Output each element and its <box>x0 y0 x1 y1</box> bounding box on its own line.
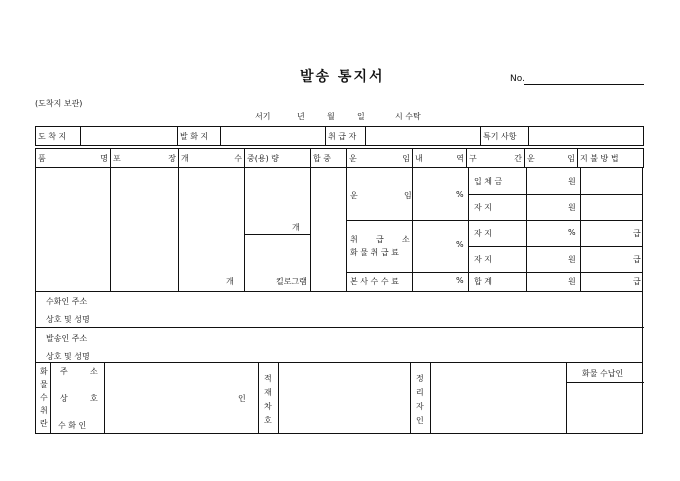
keep-note: (도착지 보관) <box>35 99 83 108</box>
cargo-fee-label: 화 물 취 급 료 <box>350 248 399 257</box>
hdr-total: 합 중 <box>311 149 347 168</box>
payer-label: 화물 수납인 <box>582 369 624 378</box>
sec-row3-label: 자 지 <box>474 229 492 238</box>
handler-label: 취 급 자 <box>326 127 366 146</box>
hdr-section: 구 간 <box>467 149 525 168</box>
date-consign: 시 수탁 <box>395 112 421 121</box>
special-field[interactable] <box>529 127 644 146</box>
sec-row1-label: 입 체 금 <box>474 177 503 186</box>
sec-row4-pay: 급 <box>633 255 641 264</box>
cargo-body <box>35 168 643 292</box>
page-title: 발송 통지서 <box>300 69 385 85</box>
number-field-line <box>524 84 644 85</box>
sec-row4-label: 자 지 <box>474 255 492 264</box>
handler-field[interactable] <box>366 127 481 146</box>
date-day: 일 <box>357 112 365 121</box>
sec-row2-label: 자 지 <box>474 203 492 212</box>
loading-car-label: 적 재 차 호 <box>264 374 272 425</box>
handling-3: 소 <box>402 235 410 244</box>
count-unit: 개 <box>226 277 234 286</box>
origin-field[interactable] <box>221 127 326 146</box>
party-block <box>35 291 643 363</box>
date-seogi: 서기 <box>255 112 271 121</box>
sec-row1-unit: 원 <box>568 177 576 186</box>
sec-row4-unit: 원 <box>568 255 576 264</box>
special-label: 특기 사항 <box>481 127 529 146</box>
sec-row3-unit: % <box>568 228 576 237</box>
hdr-fare2: 운 임 <box>525 149 578 168</box>
fare-label-2: 임 <box>404 191 412 200</box>
hdr-payment: 지 불 방 법 <box>578 149 644 168</box>
receipt-trade-2: 호 <box>90 394 98 403</box>
hdr-count: 개 수 <box>179 149 245 168</box>
receipt-block <box>35 362 643 434</box>
cargo-header-row <box>35 148 644 168</box>
hq-fee-label: 본 사 수 수 료 <box>350 277 399 286</box>
sender-name-label: 상호 및 성명 <box>46 352 90 361</box>
fare-percent: % <box>456 190 464 199</box>
recipient-name-label: 상호 및 성명 <box>46 315 90 324</box>
sec-total-label: 합 계 <box>474 277 492 286</box>
fare-label-1: 운 <box>350 191 358 200</box>
date-month: 월 <box>327 112 335 121</box>
handling-1: 취 <box>350 235 358 244</box>
sec-total-unit: 원 <box>568 277 576 286</box>
hdr-breakdown: 내 역 <box>413 149 467 168</box>
sec-total-pay: 급 <box>633 277 641 286</box>
origin-label: 발 화 지 <box>178 127 221 146</box>
weight-unit-count: 개 <box>292 223 300 232</box>
handling-percent: % <box>456 240 464 249</box>
hdr-pack: 포 장 <box>111 149 179 168</box>
sender-addr-label: 발송인 주소 <box>46 334 88 343</box>
hdr-item: 품 명 <box>36 149 111 168</box>
receipt-side-label: 화 물 수 취 란 <box>40 367 48 428</box>
sec-row2-unit: 원 <box>568 203 576 212</box>
date-year: 년 <box>297 112 305 121</box>
hdr-weight: 중(용) 량 <box>245 149 311 168</box>
dest-field[interactable] <box>81 127 178 146</box>
number-label: No. <box>510 74 525 84</box>
receipt-receiver: 수 화 인 <box>58 421 87 430</box>
recipient-addr-label: 수화인 주소 <box>46 297 88 306</box>
receipt-addr-1: 주 <box>60 367 68 376</box>
hdr-fare: 운 임 <box>347 149 413 168</box>
dest-label: 도 착 지 <box>36 127 81 146</box>
receipt-addr-2: 소 <box>90 367 98 376</box>
weight-unit-kg: 킬로그램 <box>276 277 307 286</box>
handling-2: 급 <box>376 235 384 244</box>
seal-mark: 인 <box>238 394 246 403</box>
hq-fee-percent: % <box>456 276 464 285</box>
route-row <box>35 126 644 146</box>
receipt-trade-1: 상 <box>60 394 68 403</box>
manager-seal-label: 정 리 자 인 <box>416 374 424 425</box>
sec-row3-pay: 급 <box>633 229 641 238</box>
